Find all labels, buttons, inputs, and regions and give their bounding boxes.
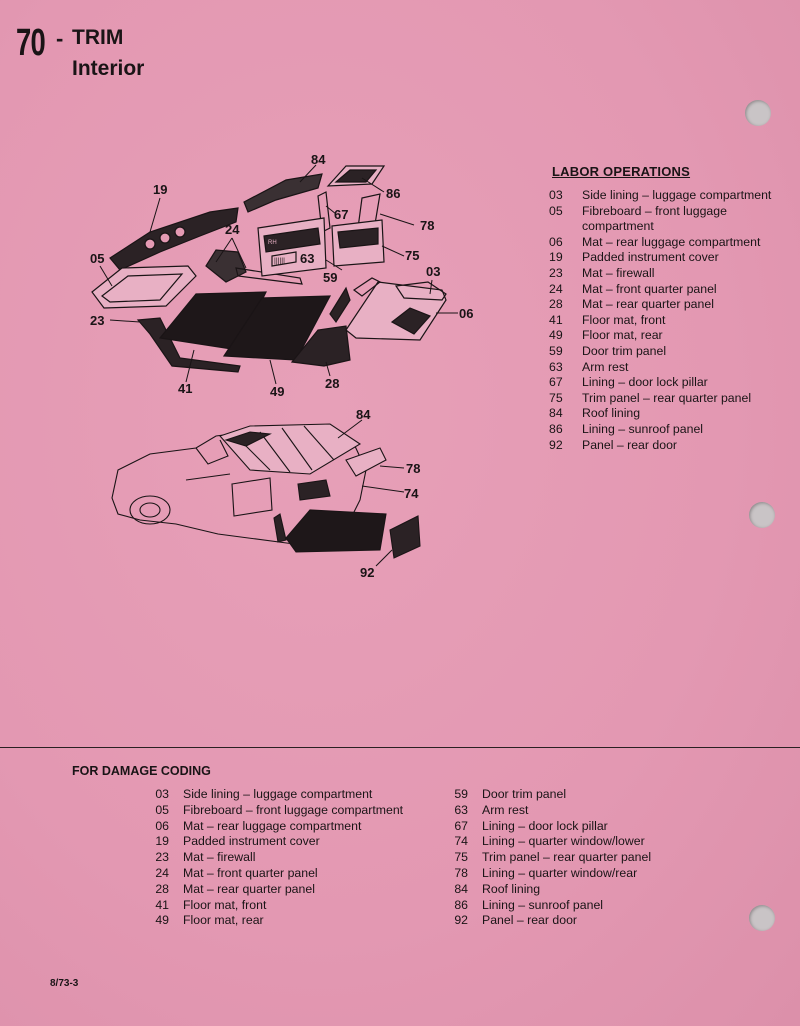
car-rear-floor-mat: [286, 510, 386, 552]
damage-row: 06 Mat – rear luggage compartment: [155, 818, 362, 833]
damage-row: 86 Lining – sunroof panel: [454, 897, 604, 912]
callout-74: 74: [404, 486, 419, 501]
armrest-panel-label: ||||||: [274, 258, 285, 265]
damage-row: 28 Mat – rear quarter panel: [155, 881, 315, 896]
car-rear-door-panel: [390, 516, 420, 558]
section-subtitle: Interior: [72, 57, 145, 80]
damage-row: 92 Panel – rear door: [454, 913, 578, 928]
damage-row: 23 Mat – firewall: [155, 850, 256, 865]
callout-78-bottom: 78: [406, 461, 421, 476]
damage-row: 19 Padded instrument cover: [155, 834, 320, 849]
callout-49: 49: [270, 384, 285, 399]
labor-row: 67 Lining – door lock pillar: [549, 375, 708, 390]
car-roof-lining: [220, 424, 360, 474]
labor-row: 23 Mat – firewall: [549, 265, 655, 280]
labor-row: 19 Padded instrument cover: [549, 250, 719, 265]
labor-row: 49 Floor mat, rear: [549, 328, 663, 343]
labor-operations-list: [549, 188, 789, 453]
callout-28: 28: [325, 376, 340, 391]
callout-59: 59: [323, 270, 338, 285]
damage-coding-left-column: [137, 787, 403, 929]
callout-41: 41: [178, 381, 193, 396]
callout-24: 24: [225, 222, 240, 237]
damage-row: 63 Arm rest: [454, 802, 529, 817]
callout-06: 06: [459, 306, 474, 321]
damage-row: 67 Lining – door lock pillar: [454, 818, 608, 833]
callout-92: 92: [360, 565, 375, 580]
callout-19: 19: [153, 182, 168, 197]
damage-row: 59 Door trim panel: [454, 787, 567, 801]
damage-row: 74 Lining – quarter window/lower: [454, 834, 645, 849]
callout-23: 23: [90, 313, 105, 328]
front-luggage-fibreboard-part: [92, 266, 196, 308]
damage-row: 05 Fibreboard – front luggage compartment: [155, 802, 404, 817]
labor-row: 59 Door trim panel: [549, 343, 667, 358]
damage-coding-right-column: [436, 787, 651, 929]
labor-row: 05 Fibreboard – front luggage compartment: [549, 203, 727, 234]
callout-05: 05: [90, 251, 105, 266]
labor-operations-heading: LABOR OPERATIONS: [552, 164, 691, 179]
car-cutaway-view: [112, 424, 420, 558]
header-dash: -: [56, 26, 64, 51]
callout-84-bottom: 84: [356, 407, 371, 422]
damage-row: 03 Side lining – luggage compartment: [155, 787, 373, 801]
damage-row: 24 Mat – front quarter panel: [155, 865, 318, 880]
callout-78-top: 78: [420, 218, 435, 233]
section-title: TRIM: [72, 26, 124, 49]
labor-row: 03 Side lining – luggage compartment: [549, 188, 772, 202]
damage-row: 84 Roof lining: [454, 881, 541, 896]
section-number: 70: [16, 22, 46, 64]
labor-row: 75 Trim panel – rear quarter panel: [549, 390, 752, 405]
binder-hole-bottom: [749, 905, 775, 931]
roof-lining-part: [244, 174, 322, 212]
page-code: 8/73-3: [50, 978, 79, 989]
callout-84-top: 84: [311, 152, 326, 167]
damage-row: 41 Floor mat, front: [155, 897, 267, 912]
damage-row: 75 Trim panel – rear quarter panel: [454, 850, 652, 865]
labor-row: 41 Floor mat, front: [549, 312, 666, 327]
labor-row: 28 Mat – rear quarter panel: [549, 297, 714, 312]
labor-row: 86 Lining – sunroof panel: [549, 421, 704, 436]
labor-row: 63 Arm rest: [549, 359, 629, 374]
labor-row: 24 Mat – front quarter panel: [549, 281, 717, 296]
callout-63: 63: [300, 251, 315, 266]
callout-67: 67: [334, 207, 349, 222]
dash-panel-label: RH: [268, 240, 277, 246]
section-divider: [0, 747, 800, 748]
labor-row: 84 Roof lining: [549, 406, 641, 421]
damage-row: 49 Floor mat, rear: [155, 913, 264, 928]
callout-03: 03: [426, 264, 441, 279]
damage-coding-heading: FOR DAMAGE CODING: [72, 764, 211, 778]
labor-row: 06 Mat – rear luggage compartment: [549, 234, 761, 249]
labor-row: 92 Panel – rear door: [549, 437, 678, 452]
callout-75: 75: [405, 248, 420, 263]
damage-row: 78 Lining – quarter window/rear: [454, 865, 638, 880]
rear-luggage-mat-part: [346, 282, 446, 340]
callout-86: 86: [386, 186, 401, 201]
